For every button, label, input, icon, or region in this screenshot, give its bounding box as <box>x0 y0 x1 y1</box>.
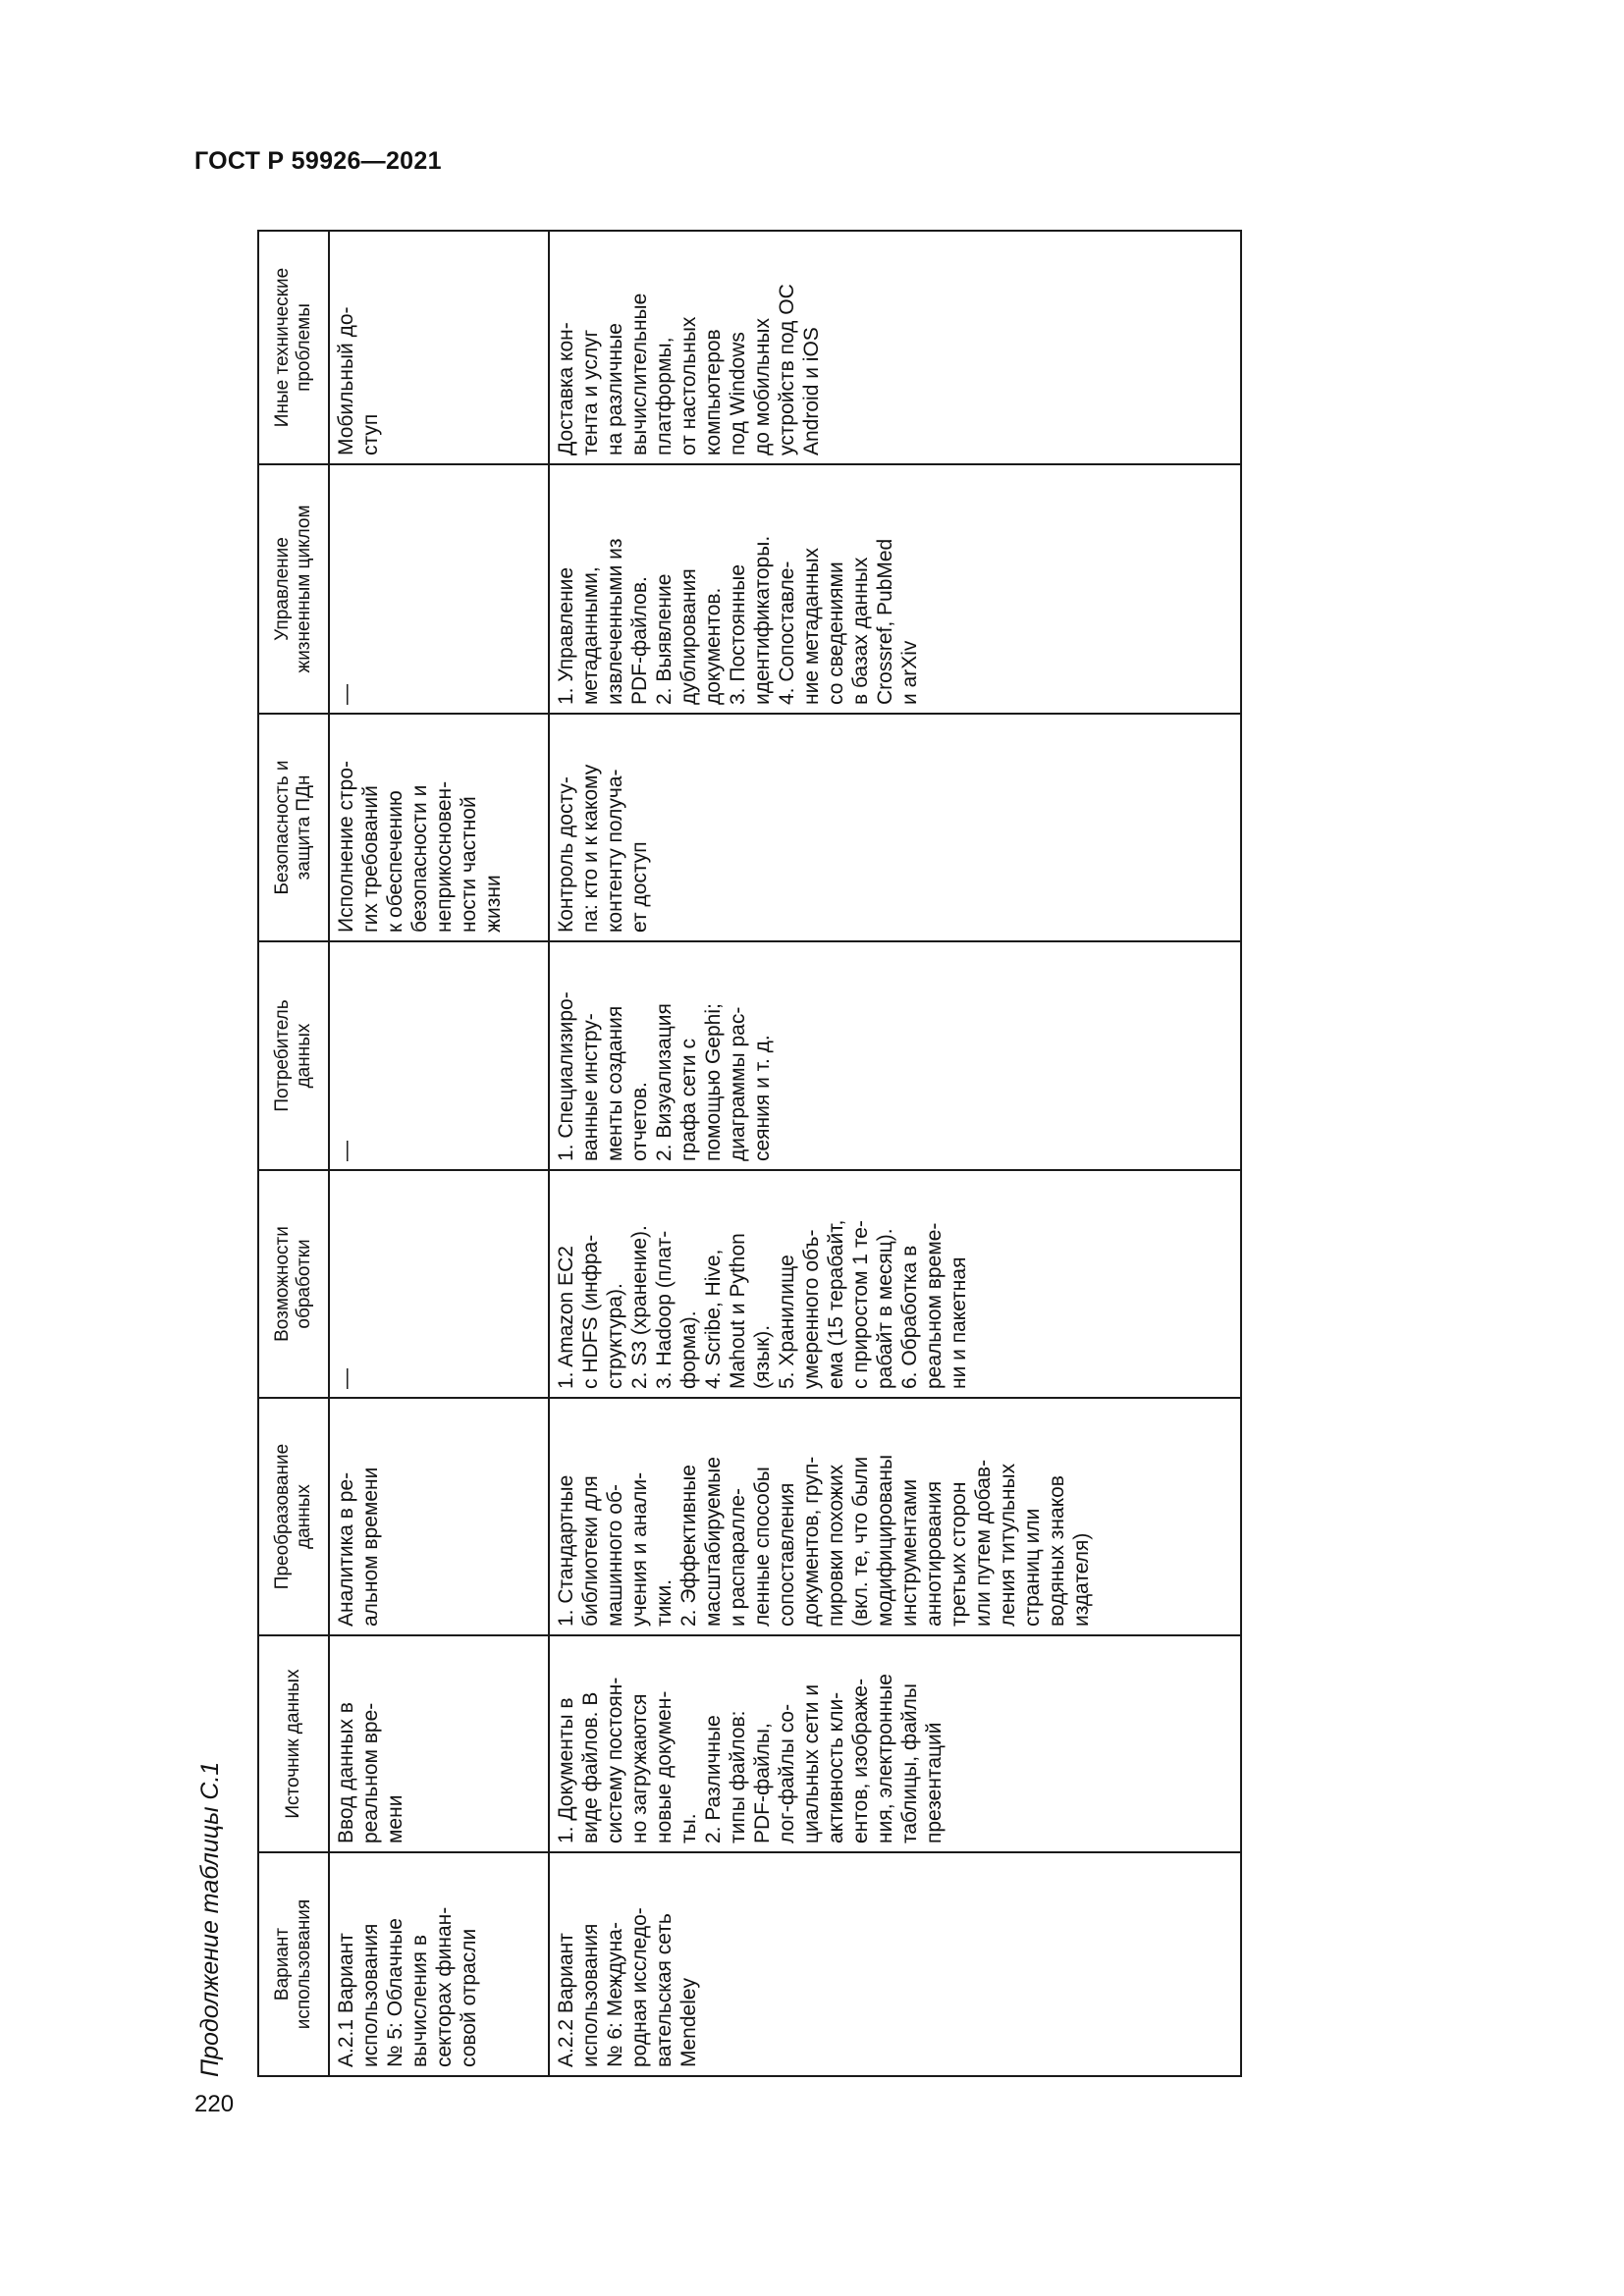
column-header-consumer: Потребитель данных <box>258 941 329 1170</box>
table-row <box>549 231 1241 2076</box>
table-header-row <box>258 231 329 2076</box>
cell-security: Контроль досту- па: кто и к какому контенту получа- ет доступ <box>549 714 1241 941</box>
cell-use-case: А.2.1 Вариант использования № 5: Облачные вычисления в секторах финан- совой отрасли <box>329 1852 549 2076</box>
column-header-other: Иные технические проблемы <box>258 231 329 464</box>
cell-security: Исполнение стро- гих требований к обеспечению безопасности и неприкосновен- ности частной жизни <box>329 714 549 941</box>
cell-lifecycle: 1. Управление метаданными, извлеченными из PDF-файлов. 2. Выявление дублирования документов. 3. Постоянные идентификаторы. 4. Сопоставле- ние метаданных со сведениями в базах данных Crossref, PubMed и arXiv <box>549 464 1241 714</box>
cell-consumer: — <box>329 941 549 1170</box>
cell-data-source: 1. Документы в виде файлов. В систему постоян- но загружаются новые докумен- ты. 2. Различные типы файлов: PDF-файлы, лог-файлы со- циальных сети и активность кли- ентов, изображе- ния, электронные таблицы, файлы презентаций <box>549 1635 1241 1852</box>
data-table <box>257 230 1242 2077</box>
cell-transformation: Аналитика в ре- альном времени <box>329 1398 549 1635</box>
page-number: 220 <box>194 2091 235 2117</box>
cell-use-case: А.2.2 Вариант использования № 6: Междуна- родная исследо- вательская сеть Mendeley <box>549 1852 1241 2076</box>
column-header-lifecycle: Управление жизненным циклом <box>258 464 329 714</box>
rotated-table-area <box>196 232 1240 2077</box>
cell-lifecycle: — <box>329 464 549 714</box>
column-header-security: Безопасность и защита ПДн <box>258 714 329 941</box>
column-header-processing: Возможности обработки <box>258 1170 329 1398</box>
table-row <box>329 231 549 2076</box>
cell-data-source: Ввод данных в реальном вре- мени <box>329 1635 549 1852</box>
cell-other: Доставка кон- тента и услуг на различные вычислительные платформы, от настольных компьютеров под Windows до мобильных устройств под ОС Android и iOS <box>549 231 1241 464</box>
table-caption: Продолжение таблицы С.1 <box>196 1761 224 2077</box>
cell-consumer: 1. Специализиро- ванные инстру- менты создания отчетов. 2. Визуализация графа сети с помощью Gephi; диаграммы рас- сеяния и т. д. <box>549 941 1241 1170</box>
cell-processing: — <box>329 1170 549 1398</box>
document-header: ГОСТ Р 59926—2021 <box>194 147 442 175</box>
column-header-data-source: Источник данных <box>258 1635 329 1852</box>
column-header-transformation: Преобразование данных <box>258 1398 329 1635</box>
cell-other: Мобильный до- ступ <box>329 231 549 464</box>
cell-processing: 1. Amazon EC2 с HDFS (инфра- структура). 2. S3 (хранение). 3. Hadoop (плат- форма). 4. Scribe, Hive, Mahout и Python (язык). 5. Хранилище умеренного объ- ема (15 терабайт, с приростом 1 те- рабайт в месяц). 6. Обработка в реальном време- ни и пакетная <box>549 1170 1241 1398</box>
column-header-use-case: Вариант использования <box>258 1852 329 2076</box>
cell-transformation: 1. Стандартные библиотеки для машинного об- учения и анали- тики. 2. Эффективные масштабируемые и распаралле- ленные способы сопоставления документов, груп- пировки похожих (вкл. те, что были модифицированы инструментами аннотирования третьих сторон или путем добав- ления титульных страниц или водяных знаков издателя) <box>549 1398 1241 1635</box>
